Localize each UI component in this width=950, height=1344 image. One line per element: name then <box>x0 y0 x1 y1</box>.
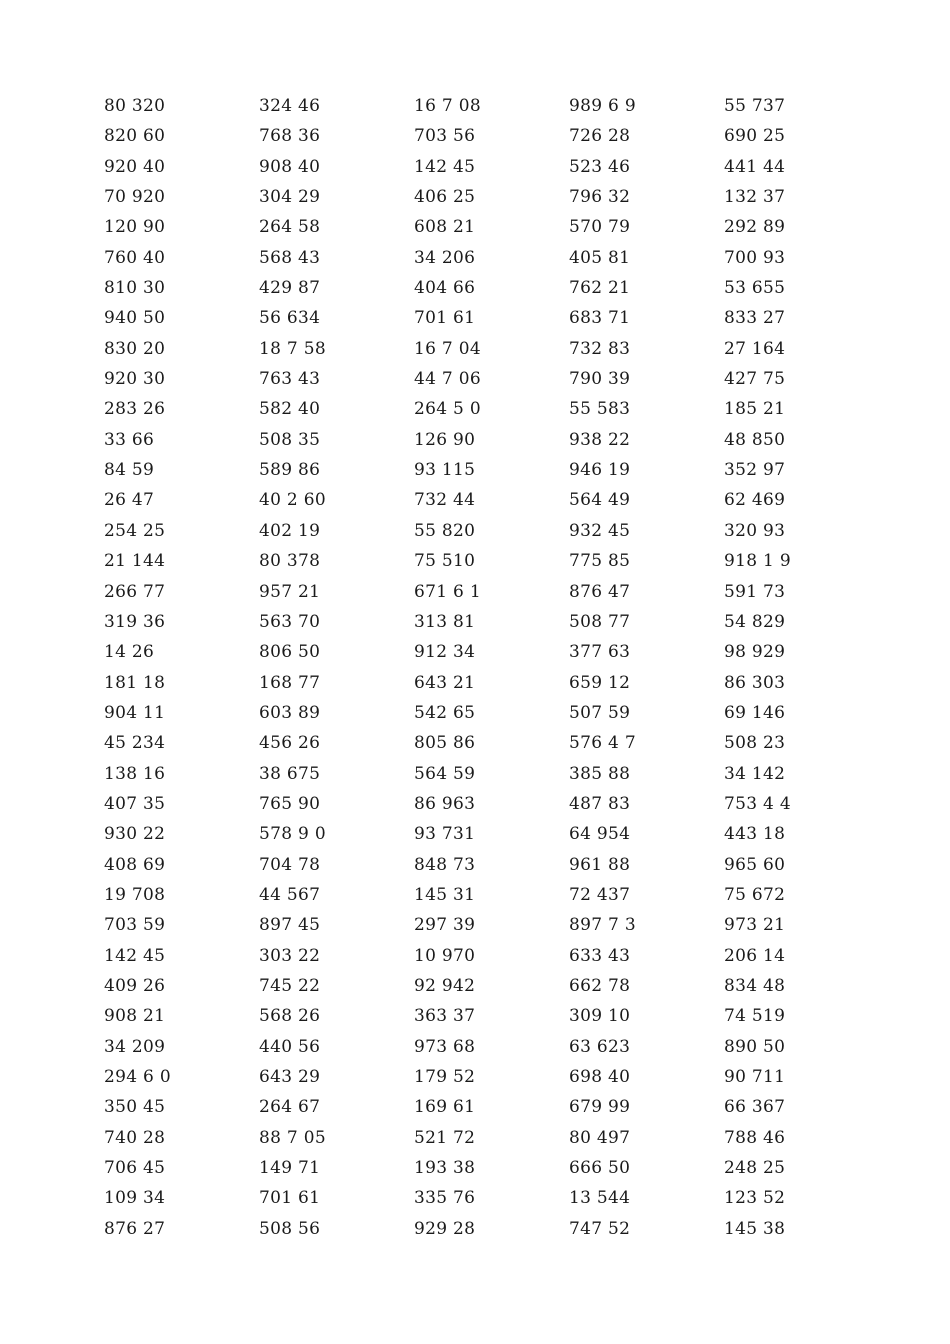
problem-item: 876 27 <box>104 1218 166 1239</box>
problem-item: 805 86 <box>414 733 476 754</box>
problem-item: 920 30 <box>104 369 166 390</box>
problem-item: 84 59 <box>104 460 155 481</box>
problem-item: 957 21 <box>259 581 321 602</box>
problem-item: 508 23 <box>724 733 786 754</box>
problem-item: 145 38 <box>724 1218 786 1239</box>
problem-item: 671 6 1 <box>414 581 481 602</box>
problem-item: 810 30 <box>104 278 166 299</box>
column-2 <box>259 91 409 1244</box>
problem-item: 938 22 <box>569 429 631 450</box>
problem-item: 319 36 <box>104 611 166 632</box>
problem-item: 521 72 <box>414 1127 476 1148</box>
problem-item: 443 18 <box>724 824 786 845</box>
problem-item: 169 61 <box>414 1097 476 1118</box>
problem-item: 13 544 <box>569 1188 631 1209</box>
problem-item: 806 50 <box>259 642 321 663</box>
problem-item: 66 367 <box>724 1097 786 1118</box>
problem-item: 142 45 <box>104 945 166 966</box>
problem-item: 27 164 <box>724 338 786 359</box>
problem-item: 920 40 <box>104 156 166 177</box>
problem-item: 34 142 <box>724 763 786 784</box>
problem-item: 747 52 <box>569 1218 631 1239</box>
problem-item: 138 16 <box>104 763 166 784</box>
problem-item: 38 675 <box>259 763 321 784</box>
column-1 <box>104 91 254 1244</box>
problem-item: 570 79 <box>569 217 631 238</box>
problem-item: 897 45 <box>259 915 321 936</box>
problem-item: 408 69 <box>104 854 166 875</box>
problem-item: 763 43 <box>259 369 321 390</box>
problem-item: 16 7 08 <box>414 96 481 116</box>
problem-item: 126 90 <box>414 429 476 450</box>
problem-item: 765 90 <box>259 793 321 814</box>
problem-item: 120 90 <box>104 217 166 238</box>
problem-item: 740 28 <box>104 1127 166 1148</box>
problem-item: 320 93 <box>724 520 786 541</box>
problem-item: 405 81 <box>569 247 631 268</box>
problem-item: 908 40 <box>259 156 321 177</box>
problem-item: 508 56 <box>259 1218 321 1239</box>
problem-item: 929 28 <box>414 1218 476 1239</box>
problem-item: 897 7 3 <box>569 915 636 936</box>
problem-item: 683 71 <box>569 308 631 329</box>
problem-item: 63 623 <box>569 1036 631 1057</box>
problem-item: 377 63 <box>569 642 631 663</box>
problem-item: 912 34 <box>414 642 476 663</box>
problem-item: 168 77 <box>259 672 321 693</box>
problem-item: 508 77 <box>569 611 631 632</box>
problem-item: 193 38 <box>414 1158 476 1179</box>
problem-item: 633 43 <box>569 945 631 966</box>
problem-item: 352 97 <box>724 460 786 481</box>
problem-item: 45 234 <box>104 733 166 754</box>
problem-item: 93 731 <box>414 824 476 845</box>
problem-item: 563 70 <box>259 611 321 632</box>
problem-item: 350 45 <box>104 1097 166 1118</box>
problem-item: 109 34 <box>104 1188 166 1209</box>
problem-item: 132 37 <box>724 187 786 208</box>
problem-item: 820 60 <box>104 126 166 147</box>
problem-item: 406 25 <box>414 187 476 208</box>
problem-item: 946 19 <box>569 460 631 481</box>
problem-item: 266 77 <box>104 581 166 602</box>
problem-item: 701 61 <box>414 308 476 329</box>
problem-item: 149 71 <box>259 1158 321 1179</box>
problem-item: 834 48 <box>724 975 786 996</box>
problem-item: 303 22 <box>259 945 321 966</box>
problem-item: 80 497 <box>569 1127 631 1148</box>
problem-item: 80 378 <box>259 551 321 572</box>
problem-item: 248 25 <box>724 1158 786 1179</box>
problem-item: 908 21 <box>104 1006 166 1027</box>
problem-item: 603 89 <box>259 702 321 723</box>
problem-item: 848 73 <box>414 854 476 875</box>
problem-item: 542 65 <box>414 702 476 723</box>
problem-item: 55 820 <box>414 520 476 541</box>
problem-item: 703 59 <box>104 915 166 936</box>
problem-item: 75 672 <box>724 884 786 905</box>
problem-item: 88 7 05 <box>259 1127 326 1148</box>
problem-item: 790 39 <box>569 369 631 390</box>
problem-item: 508 35 <box>259 429 321 450</box>
problem-item: 564 59 <box>414 763 476 784</box>
problem-item: 34 209 <box>104 1036 166 1057</box>
problem-item: 706 45 <box>104 1158 166 1179</box>
problem-item: 363 37 <box>414 1006 476 1027</box>
problem-item: 930 22 <box>104 824 166 845</box>
problem-item: 830 20 <box>104 338 166 359</box>
problem-item: 589 86 <box>259 460 321 481</box>
problem-item: 568 26 <box>259 1006 321 1027</box>
problem-item: 19 708 <box>104 884 166 905</box>
problem-item: 70 920 <box>104 187 166 208</box>
problem-item: 643 29 <box>259 1067 321 1087</box>
problem-item: 44 567 <box>259 884 321 905</box>
problem-item: 86 963 <box>414 793 476 814</box>
problem-item: 775 85 <box>569 551 631 572</box>
problem-item: 56 634 <box>259 308 321 329</box>
problem-item: 662 78 <box>569 975 631 996</box>
problem-item: 64 954 <box>569 824 631 845</box>
problem-item: 72 437 <box>569 884 631 905</box>
problem-item: 292 89 <box>724 217 786 238</box>
problem-item: 185 21 <box>724 399 786 420</box>
problem-item: 123 52 <box>724 1188 786 1209</box>
problem-item: 179 52 <box>414 1067 476 1087</box>
problem-item: 427 75 <box>724 369 786 390</box>
problem-item: 523 46 <box>569 156 631 177</box>
problem-item: 264 67 <box>259 1097 321 1118</box>
problem-item: 973 21 <box>724 915 786 936</box>
problem-item: 796 32 <box>569 187 631 208</box>
problem-item: 659 12 <box>569 672 631 693</box>
problem-item: 608 21 <box>414 217 476 238</box>
problem-item: 576 4 7 <box>569 733 636 754</box>
problem-item: 14 26 <box>104 642 155 663</box>
problem-item: 145 31 <box>414 884 476 905</box>
problem-item: 18 7 58 <box>259 338 326 359</box>
problem-item: 973 68 <box>414 1036 476 1057</box>
problem-item: 309 10 <box>569 1006 631 1027</box>
problem-item: 48 850 <box>724 429 786 450</box>
problem-item: 44 7 06 <box>414 369 481 390</box>
problem-item: 16 7 04 <box>414 338 481 359</box>
problem-item: 181 18 <box>104 672 166 693</box>
problem-item: 313 81 <box>414 611 476 632</box>
problem-item: 53 655 <box>724 278 786 299</box>
problem-item: 698 40 <box>569 1067 631 1087</box>
problem-item: 74 519 <box>724 1006 786 1027</box>
problem-item: 429 87 <box>259 278 321 299</box>
problem-item: 264 5 0 <box>414 399 481 420</box>
problem-item: 294 6 0 <box>104 1067 171 1087</box>
problem-item: 940 50 <box>104 308 166 329</box>
problem-item: 701 61 <box>259 1188 321 1209</box>
problem-item: 54 829 <box>724 611 786 632</box>
problem-item: 441 44 <box>724 156 786 177</box>
column-3 <box>414 91 564 1244</box>
problem-item: 726 28 <box>569 126 631 147</box>
problem-item: 582 40 <box>259 399 321 420</box>
problem-item: 409 26 <box>104 975 166 996</box>
problem-item: 760 40 <box>104 247 166 268</box>
problem-item: 643 21 <box>414 672 476 693</box>
problem-item: 33 66 <box>104 429 155 450</box>
problem-item: 703 56 <box>414 126 476 147</box>
problem-item: 732 44 <box>414 490 476 511</box>
problem-item: 402 19 <box>259 520 321 541</box>
problem-item: 768 36 <box>259 126 321 147</box>
problem-item: 34 206 <box>414 247 476 268</box>
problem-item: 69 146 <box>724 702 786 723</box>
problem-item: 487 83 <box>569 793 631 814</box>
problem-item: 753 4 4 <box>724 793 791 814</box>
problem-item: 568 43 <box>259 247 321 268</box>
problem-item: 407 35 <box>104 793 166 814</box>
problem-item: 762 21 <box>569 278 631 299</box>
problem-item: 404 66 <box>414 278 476 299</box>
problem-item: 788 46 <box>724 1127 786 1148</box>
problem-item: 304 29 <box>259 187 321 208</box>
problem-item: 90 711 <box>724 1067 786 1087</box>
problem-item: 965 60 <box>724 854 786 875</box>
problem-item: 55 737 <box>724 96 786 116</box>
problem-item: 264 58 <box>259 217 321 238</box>
column-5 <box>724 91 874 1244</box>
problem-item: 26 47 <box>104 490 155 511</box>
problem-item: 283 26 <box>104 399 166 420</box>
problem-item: 456 26 <box>259 733 321 754</box>
column-4 <box>569 91 719 1244</box>
problem-item: 297 39 <box>414 915 476 936</box>
problem-item: 679 99 <box>569 1097 631 1118</box>
problem-item: 932 45 <box>569 520 631 541</box>
problem-item: 21 144 <box>104 551 166 572</box>
problem-item: 335 76 <box>414 1188 476 1209</box>
problem-item: 385 88 <box>569 763 631 784</box>
problem-item: 507 59 <box>569 702 631 723</box>
problem-item: 92 942 <box>414 975 476 996</box>
problem-item: 989 6 9 <box>569 96 636 116</box>
problem-item: 961 88 <box>569 854 631 875</box>
problem-item: 564 49 <box>569 490 631 511</box>
problem-item: 40 2 60 <box>259 490 326 511</box>
problem-item: 876 47 <box>569 581 631 602</box>
problem-item: 440 56 <box>259 1036 321 1057</box>
problem-item: 142 45 <box>414 156 476 177</box>
problem-item: 80 320 <box>104 96 166 116</box>
problem-item: 732 83 <box>569 338 631 359</box>
problem-item: 98 929 <box>724 642 786 663</box>
problem-item: 55 583 <box>569 399 631 420</box>
problem-item: 690 25 <box>724 126 786 147</box>
problem-item: 93 115 <box>414 460 476 481</box>
problem-item: 745 22 <box>259 975 321 996</box>
problem-item: 591 73 <box>724 581 786 602</box>
problem-item: 890 50 <box>724 1036 786 1057</box>
problem-item: 324 46 <box>259 96 321 116</box>
problem-item: 62 469 <box>724 490 786 511</box>
problem-item: 833 27 <box>724 308 786 329</box>
problem-item: 10 970 <box>414 945 476 966</box>
problem-item: 578 9 0 <box>259 824 326 845</box>
problem-item: 918 1 9 <box>724 551 791 572</box>
problem-item: 86 303 <box>724 672 786 693</box>
problem-item: 700 93 <box>724 247 786 268</box>
problem-item: 666 50 <box>569 1158 631 1179</box>
problem-item: 75 510 <box>414 551 476 572</box>
problem-item: 254 25 <box>104 520 166 541</box>
problem-item: 904 11 <box>104 702 166 723</box>
problem-item: 206 14 <box>724 945 786 966</box>
problem-item: 704 78 <box>259 854 321 875</box>
